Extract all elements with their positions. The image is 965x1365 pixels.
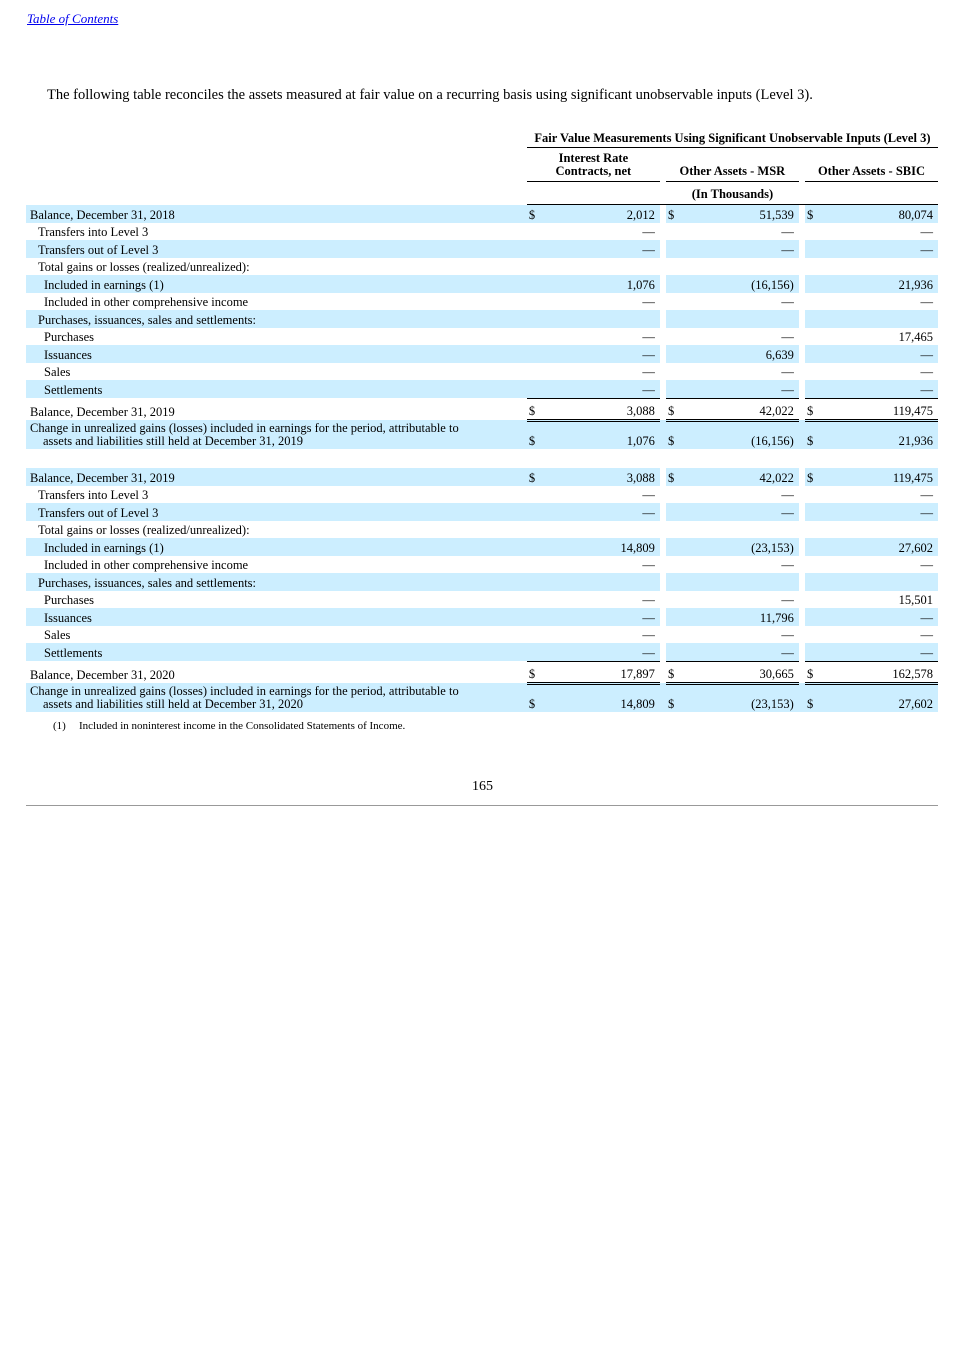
row-label: Transfers into Level 3 <box>38 225 149 239</box>
cell-value: (23,153) <box>678 683 799 712</box>
column-header-msr: Other Assets - MSR <box>666 147 799 181</box>
cell-value: — <box>817 608 938 626</box>
row-label: Sales <box>44 365 71 379</box>
currency-symbol: $ <box>666 661 678 683</box>
footnote-text: Included in noninterest income in the Consolidated Statements of Income. <box>79 720 406 732</box>
currency-symbol: $ <box>666 468 678 486</box>
row-label-line1: Change in unrealized gains (losses) included in earnings for the period, attributable to <box>30 684 459 698</box>
row-label: Settlements <box>26 380 527 398</box>
currency-symbol: $ <box>805 468 817 486</box>
cell-value: — <box>817 503 938 521</box>
cell-value: 3,088 <box>539 398 660 420</box>
table-row <box>26 345 938 363</box>
table-row <box>26 486 938 504</box>
cell-value: — <box>642 365 655 379</box>
row-label: Included in other comprehensive income <box>44 295 249 309</box>
cell-value: — <box>539 240 660 258</box>
page-number: 165 <box>472 779 493 794</box>
table-row <box>26 293 938 311</box>
cell-value: — <box>539 380 660 398</box>
cell-value: 21,936 <box>817 420 938 449</box>
table-row-balance <box>26 398 938 420</box>
table-row <box>26 310 938 328</box>
cell-value: — <box>817 345 938 363</box>
cell-value: — <box>642 593 655 607</box>
table-of-contents-link[interactable]: Table of Contents <box>27 11 119 26</box>
level3-reconciliation-table <box>26 127 938 712</box>
cell-value: — <box>539 608 660 626</box>
cell-value: — <box>817 240 938 258</box>
row-label: Balance, December 31, 2020 <box>30 668 175 682</box>
currency-symbol: $ <box>805 205 817 223</box>
currency-symbol: $ <box>805 683 817 712</box>
cell-value: — <box>678 643 799 661</box>
row-label: Balance, December 31, 2019 <box>26 468 527 486</box>
cell-value: 80,074 <box>817 205 938 223</box>
row-label: Included in earnings (1) <box>26 538 527 556</box>
cell-value: — <box>920 628 933 642</box>
cell-value: — <box>642 628 655 642</box>
table-row <box>26 240 938 258</box>
row-label: Transfers out of Level 3 <box>26 503 527 521</box>
cell-value: (16,156) <box>678 420 799 449</box>
currency-symbol: $ <box>805 398 817 420</box>
cell-value: — <box>678 503 799 521</box>
cell-value: 30,665 <box>678 661 799 683</box>
cell-value: — <box>817 380 938 398</box>
cell-value: 119,475 <box>817 468 938 486</box>
cell-value: — <box>781 628 794 642</box>
cell-value: 42,022 <box>678 398 799 420</box>
cell-value: 15,501 <box>898 593 933 607</box>
row-label: Settlements <box>26 643 527 661</box>
row-label-line1: Change in unrealized gains (losses) included in earnings for the period, attributable to <box>30 421 459 435</box>
table-row <box>26 573 938 591</box>
row-label: Purchases, issuances, sales and settlements: <box>26 310 527 328</box>
footnote-marker: (1) <box>53 720 66 732</box>
cell-value: — <box>920 488 933 502</box>
table-row <box>26 556 938 574</box>
table-row <box>26 380 938 398</box>
table-row-unrealized-change <box>26 420 938 449</box>
row-label: Balance, December 31, 2018 <box>26 205 527 223</box>
intro-paragraph: The following table reconciles the assets measured at fair value on a recurring basis using significant unobservable inputs (Level 3). <box>47 87 813 103</box>
cell-value: 2,012 <box>539 205 660 223</box>
table-row <box>26 521 938 539</box>
currency-symbol: $ <box>527 205 539 223</box>
row-label <box>26 683 527 712</box>
cell-value: 51,539 <box>678 205 799 223</box>
row-label <box>26 420 527 449</box>
cell-value: — <box>781 365 794 379</box>
cell-value: 3,088 <box>539 468 660 486</box>
table-row <box>26 468 938 486</box>
cell-value: 42,022 <box>678 468 799 486</box>
cell-value: — <box>539 643 660 661</box>
column-header-interest-rate: Interest Rate Contracts, net <box>527 147 660 181</box>
currency-symbol: $ <box>527 398 539 420</box>
table-row <box>26 275 938 293</box>
row-label: Total gains or losses (realized/unrealized): <box>38 523 250 537</box>
table-row <box>26 591 938 609</box>
cell-value: — <box>781 225 794 239</box>
cell-value: — <box>920 225 933 239</box>
table-row <box>26 258 938 276</box>
cell-value: 1,076 <box>539 420 660 449</box>
cell-value: 14,809 <box>539 538 660 556</box>
row-label: Transfers into Level 3 <box>38 488 149 502</box>
row-label: Purchases <box>44 330 94 344</box>
cell-value: — <box>920 365 933 379</box>
row-label: Sales <box>44 628 71 642</box>
currency-symbol: $ <box>666 205 678 223</box>
cell-value: 21,936 <box>817 275 938 293</box>
cell-value: 162,578 <box>817 661 938 683</box>
table-row-balance <box>26 661 938 683</box>
cell-value: — <box>642 225 655 239</box>
cell-value: — <box>781 488 794 502</box>
cell-value: — <box>642 558 655 572</box>
row-label-line2: assets and liabilities still held at December 31, 2020 <box>43 697 304 711</box>
currency-symbol: $ <box>527 661 539 683</box>
row-label: Total gains or losses (realized/unrealized): <box>38 260 250 274</box>
currency-symbol: $ <box>805 420 817 449</box>
page-divider <box>26 805 938 806</box>
row-label-line2: assets and liabilities still held at December 31, 2019 <box>43 434 304 448</box>
table-row <box>26 643 938 661</box>
row-label: Issuances <box>26 345 527 363</box>
cell-value: — <box>642 488 655 502</box>
cell-value: 1,076 <box>539 275 660 293</box>
row-label: Included in earnings (1) <box>26 275 527 293</box>
row-label: Balance, December 31, 2019 <box>30 405 175 419</box>
row-label: Included in other comprehensive income <box>44 558 249 572</box>
currency-symbol: $ <box>527 420 539 449</box>
cell-value: 17,465 <box>898 330 933 344</box>
table-row <box>26 503 938 521</box>
currency-symbol: $ <box>666 420 678 449</box>
cell-value: — <box>642 330 655 344</box>
cell-value: — <box>920 295 933 309</box>
table-row <box>26 363 938 381</box>
table-row <box>26 608 938 626</box>
cell-value: (16,156) <box>678 275 799 293</box>
cell-value: 119,475 <box>817 398 938 420</box>
row-label: Purchases <box>44 593 94 607</box>
cell-value: 6,639 <box>678 345 799 363</box>
column-header-sbic: Other Assets - SBIC <box>805 147 938 181</box>
cell-value: — <box>817 643 938 661</box>
table-row <box>26 538 938 556</box>
cell-value: — <box>920 558 933 572</box>
cell-value: 14,809 <box>539 683 660 712</box>
row-label: Issuances <box>26 608 527 626</box>
units-label: (In Thousands) <box>527 181 938 205</box>
cell-value: — <box>781 295 794 309</box>
cell-value: (23,153) <box>678 538 799 556</box>
table-title: Fair Value Measurements Using Significant Unobservable Inputs (Level 3) <box>527 127 938 147</box>
cell-value: 11,796 <box>678 608 799 626</box>
cell-value: — <box>642 295 655 309</box>
table-row <box>26 223 938 241</box>
currency-symbol: $ <box>805 661 817 683</box>
currency-symbol: $ <box>527 468 539 486</box>
cell-value: — <box>678 380 799 398</box>
currency-symbol: $ <box>527 683 539 712</box>
currency-symbol: $ <box>666 683 678 712</box>
cell-value: 17,897 <box>539 661 660 683</box>
table-row-unrealized-change <box>26 683 938 712</box>
cell-value: — <box>678 240 799 258</box>
cell-value: — <box>781 593 794 607</box>
cell-value: — <box>781 558 794 572</box>
table-row <box>26 328 938 346</box>
currency-symbol: $ <box>666 398 678 420</box>
cell-value: — <box>539 345 660 363</box>
cell-value: — <box>781 330 794 344</box>
footnote <box>53 720 405 732</box>
cell-value: 27,602 <box>817 683 938 712</box>
row-label: Purchases, issuances, sales and settlements: <box>26 573 527 591</box>
table-row <box>26 626 938 644</box>
row-label: Transfers out of Level 3 <box>26 240 527 258</box>
cell-value: 27,602 <box>817 538 938 556</box>
table-row <box>26 205 938 223</box>
cell-value: — <box>539 503 660 521</box>
